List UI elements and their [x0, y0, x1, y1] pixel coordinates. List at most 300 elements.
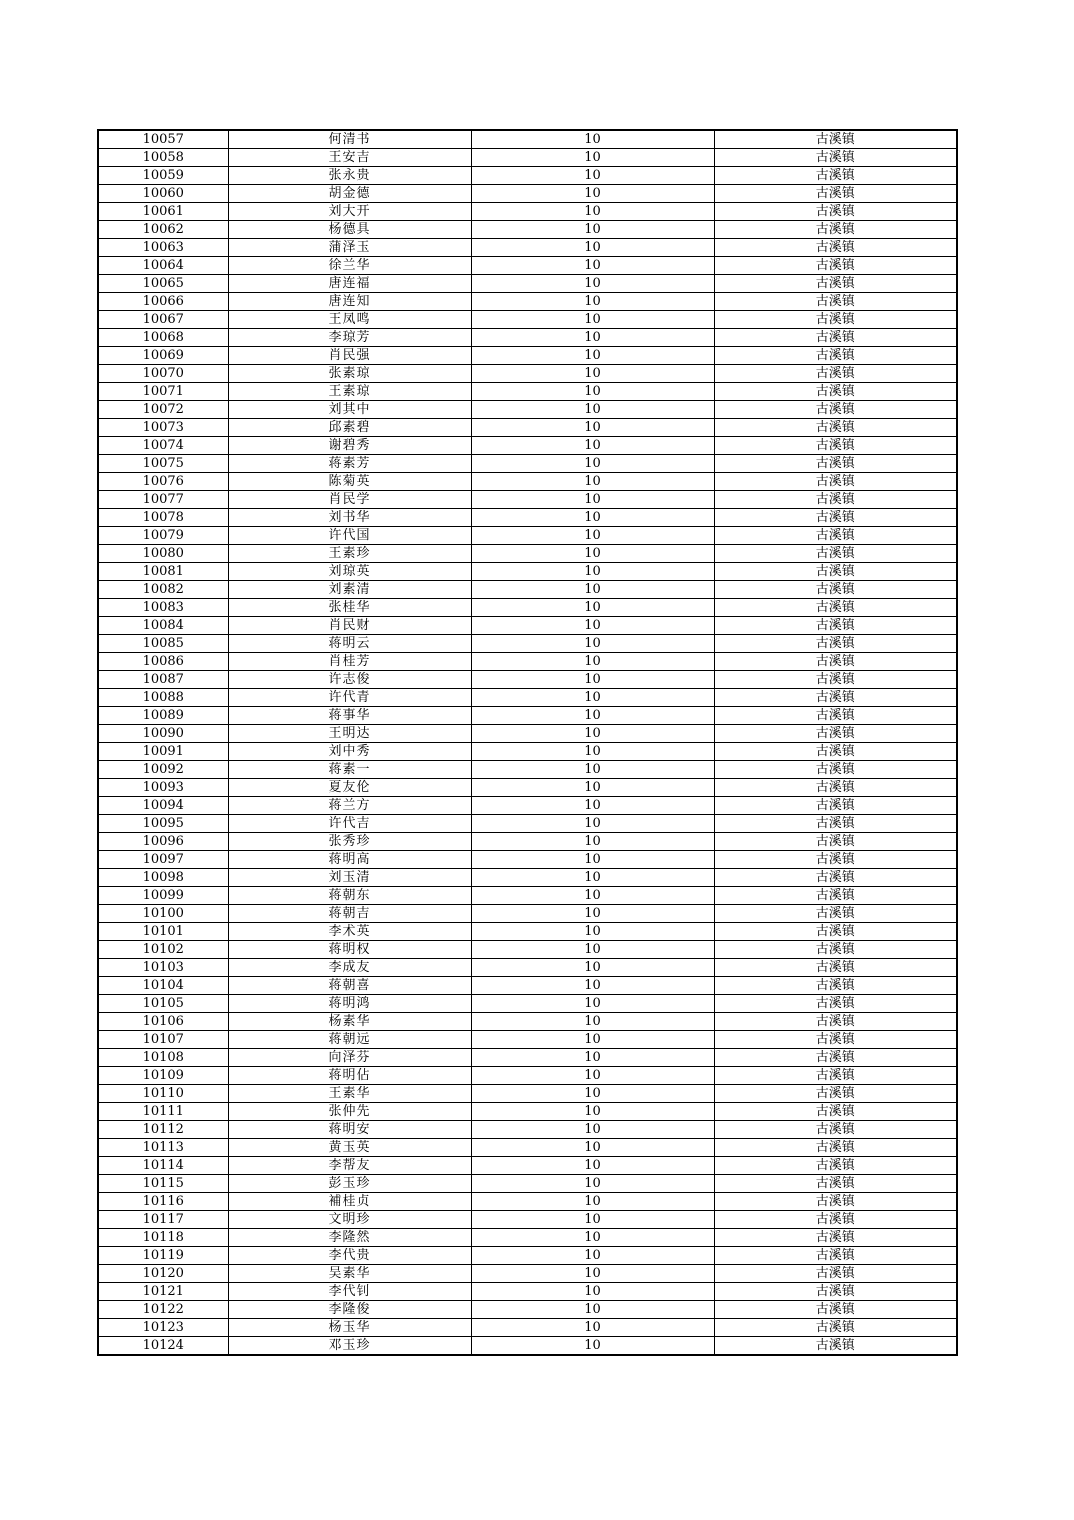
id-cell: 10122: [98, 1301, 228, 1319]
id-cell: 10088: [98, 689, 228, 707]
count-cell: 10: [471, 887, 714, 905]
id-cell: 10064: [98, 257, 228, 275]
name-cell: 张素琼: [228, 365, 471, 383]
table-row: [98, 1085, 957, 1103]
count-cell: 10: [471, 563, 714, 581]
town-cell: 古溪镇: [714, 401, 957, 419]
name-cell: 杨素华: [228, 1013, 471, 1031]
town-cell: 古溪镇: [714, 347, 957, 365]
table-row: [98, 851, 957, 869]
id-cell: 10073: [98, 419, 228, 437]
id-cell: 10079: [98, 527, 228, 545]
name-cell: 张仲先: [228, 1103, 471, 1121]
town-cell: 古溪镇: [714, 617, 957, 635]
name-cell: 刘其中: [228, 401, 471, 419]
count-cell: 10: [471, 635, 714, 653]
town-cell: 古溪镇: [714, 689, 957, 707]
count-cell: 10: [471, 275, 714, 293]
town-cell: 古溪镇: [714, 383, 957, 401]
town-cell: 古溪镇: [714, 1121, 957, 1139]
name-cell: 徐兰华: [228, 257, 471, 275]
table-row: [98, 1337, 957, 1356]
count-cell: 10: [471, 1049, 714, 1067]
table-row: [98, 311, 957, 329]
id-cell: 10083: [98, 599, 228, 617]
count-cell: 10: [471, 203, 714, 221]
id-cell: 10084: [98, 617, 228, 635]
town-cell: 古溪镇: [714, 419, 957, 437]
count-cell: 10: [471, 581, 714, 599]
town-cell: 古溪镇: [714, 743, 957, 761]
name-cell: 王安吉: [228, 149, 471, 167]
id-cell: 10063: [98, 239, 228, 257]
id-cell: 10059: [98, 167, 228, 185]
table-row: [98, 761, 957, 779]
town-cell: 古溪镇: [714, 707, 957, 725]
table-row: [98, 1301, 957, 1319]
town-cell: 古溪镇: [714, 1265, 957, 1283]
id-cell: 10102: [98, 941, 228, 959]
name-cell: 吴素华: [228, 1265, 471, 1283]
town-cell: 古溪镇: [714, 671, 957, 689]
town-cell: 古溪镇: [714, 851, 957, 869]
name-cell: 文明珍: [228, 1211, 471, 1229]
town-cell: 古溪镇: [714, 887, 957, 905]
count-cell: 10: [471, 130, 714, 149]
count-cell: 10: [471, 527, 714, 545]
town-cell: 古溪镇: [714, 167, 957, 185]
town-cell: 古溪镇: [714, 455, 957, 473]
town-cell: 古溪镇: [714, 437, 957, 455]
count-cell: 10: [471, 491, 714, 509]
id-cell: 10080: [98, 545, 228, 563]
town-cell: 古溪镇: [714, 1319, 957, 1337]
table-row: [98, 1031, 957, 1049]
name-cell: 刘大开: [228, 203, 471, 221]
count-cell: 10: [471, 455, 714, 473]
name-cell: 黄玉英: [228, 1139, 471, 1157]
table-row: [98, 167, 957, 185]
name-cell: 蒋朝喜: [228, 977, 471, 995]
count-cell: 10: [471, 1301, 714, 1319]
name-cell: 王素琼: [228, 383, 471, 401]
town-cell: 古溪镇: [714, 1157, 957, 1175]
name-cell: 李代贵: [228, 1247, 471, 1265]
id-cell: 10112: [98, 1121, 228, 1139]
count-cell: 10: [471, 257, 714, 275]
id-cell: 10109: [98, 1067, 228, 1085]
town-cell: 古溪镇: [714, 221, 957, 239]
name-cell: 许代青: [228, 689, 471, 707]
count-cell: 10: [471, 437, 714, 455]
name-cell: 李代钊: [228, 1283, 471, 1301]
id-cell: 10096: [98, 833, 228, 851]
table-row: [98, 797, 957, 815]
count-cell: 10: [471, 1013, 714, 1031]
town-cell: 古溪镇: [714, 509, 957, 527]
name-cell: 肖民强: [228, 347, 471, 365]
id-cell: 10124: [98, 1337, 228, 1356]
town-cell: 古溪镇: [714, 1139, 957, 1157]
table-row: [98, 923, 957, 941]
town-cell: 古溪镇: [714, 1193, 957, 1211]
town-cell: 古溪镇: [714, 815, 957, 833]
table-row: [98, 635, 957, 653]
table-row: [98, 419, 957, 437]
table-row: [98, 563, 957, 581]
table-row: [98, 527, 957, 545]
count-cell: 10: [471, 1283, 714, 1301]
town-cell: 古溪镇: [714, 1085, 957, 1103]
count-cell: 10: [471, 707, 714, 725]
name-cell: 蒋朝吉: [228, 905, 471, 923]
id-cell: 10117: [98, 1211, 228, 1229]
count-cell: 10: [471, 1139, 714, 1157]
count-cell: 10: [471, 977, 714, 995]
town-cell: 古溪镇: [714, 239, 957, 257]
town-cell: 古溪镇: [714, 563, 957, 581]
id-cell: 10100: [98, 905, 228, 923]
name-cell: 蒋兰方: [228, 797, 471, 815]
name-cell: 蒋明鸿: [228, 995, 471, 1013]
count-cell: 10: [471, 293, 714, 311]
name-cell: 彭玉珍: [228, 1175, 471, 1193]
table-row: [98, 779, 957, 797]
count-cell: 10: [471, 1319, 714, 1337]
table-row: [98, 1139, 957, 1157]
count-cell: 10: [471, 1175, 714, 1193]
id-cell: 10123: [98, 1319, 228, 1337]
name-cell: 蒲泽玉: [228, 239, 471, 257]
table-row: [98, 941, 957, 959]
id-cell: 10101: [98, 923, 228, 941]
town-cell: 古溪镇: [714, 1337, 957, 1356]
table-row: [98, 491, 957, 509]
table-row: [98, 905, 957, 923]
table-row: [98, 275, 957, 293]
id-cell: 10075: [98, 455, 228, 473]
town-cell: 古溪镇: [714, 1103, 957, 1121]
table-row: [98, 689, 957, 707]
id-cell: 10072: [98, 401, 228, 419]
town-cell: 古溪镇: [714, 1049, 957, 1067]
id-cell: 10081: [98, 563, 228, 581]
name-cell: 刘书华: [228, 509, 471, 527]
count-cell: 10: [471, 1211, 714, 1229]
id-cell: 10086: [98, 653, 228, 671]
count-cell: 10: [471, 869, 714, 887]
name-cell: 肖民财: [228, 617, 471, 635]
count-cell: 10: [471, 743, 714, 761]
town-cell: 古溪镇: [714, 311, 957, 329]
id-cell: 10070: [98, 365, 228, 383]
table-row: [98, 833, 957, 851]
name-cell: 许代国: [228, 527, 471, 545]
table-row: [98, 1067, 957, 1085]
count-cell: 10: [471, 653, 714, 671]
name-cell: 王明达: [228, 725, 471, 743]
name-cell: 李隆俊: [228, 1301, 471, 1319]
town-cell: 古溪镇: [714, 1301, 957, 1319]
count-cell: 10: [471, 347, 714, 365]
count-cell: 10: [471, 833, 714, 851]
id-cell: 10076: [98, 473, 228, 491]
id-cell: 10062: [98, 221, 228, 239]
count-cell: 10: [471, 851, 714, 869]
count-cell: 10: [471, 149, 714, 167]
count-cell: 10: [471, 1265, 714, 1283]
count-cell: 10: [471, 617, 714, 635]
name-cell: 蒋明佔: [228, 1067, 471, 1085]
town-cell: 古溪镇: [714, 203, 957, 221]
name-cell: 刘琼英: [228, 563, 471, 581]
name-cell: 蒋朝远: [228, 1031, 471, 1049]
table-row: [98, 1193, 957, 1211]
table-row: [98, 257, 957, 275]
count-cell: 10: [471, 941, 714, 959]
id-cell: 10089: [98, 707, 228, 725]
count-cell: 10: [471, 1085, 714, 1103]
count-cell: 10: [471, 995, 714, 1013]
count-cell: 10: [471, 905, 714, 923]
town-cell: 古溪镇: [714, 581, 957, 599]
name-cell: 陈菊英: [228, 473, 471, 491]
name-cell: 谢碧秀: [228, 437, 471, 455]
count-cell: 10: [471, 761, 714, 779]
count-cell: 10: [471, 959, 714, 977]
table-row: [98, 1211, 957, 1229]
town-cell: 古溪镇: [714, 995, 957, 1013]
town-cell: 古溪镇: [714, 941, 957, 959]
town-cell: 古溪镇: [714, 185, 957, 203]
id-cell: 10069: [98, 347, 228, 365]
name-cell: 杨德具: [228, 221, 471, 239]
town-cell: 古溪镇: [714, 1229, 957, 1247]
town-cell: 古溪镇: [714, 1247, 957, 1265]
id-cell: 10105: [98, 995, 228, 1013]
id-cell: 10090: [98, 725, 228, 743]
count-cell: 10: [471, 509, 714, 527]
count-cell: 10: [471, 671, 714, 689]
id-cell: 10066: [98, 293, 228, 311]
id-cell: 10121: [98, 1283, 228, 1301]
count-cell: 10: [471, 1103, 714, 1121]
table-row: [98, 239, 957, 257]
town-cell: 古溪镇: [714, 275, 957, 293]
count-cell: 10: [471, 779, 714, 797]
count-cell: 10: [471, 923, 714, 941]
town-cell: 古溪镇: [714, 545, 957, 563]
id-cell: 10106: [98, 1013, 228, 1031]
id-cell: 10092: [98, 761, 228, 779]
count-cell: 10: [471, 1031, 714, 1049]
count-cell: 10: [471, 401, 714, 419]
town-cell: 古溪镇: [714, 599, 957, 617]
count-cell: 10: [471, 1121, 714, 1139]
town-cell: 古溪镇: [714, 293, 957, 311]
name-cell: 邓玉珍: [228, 1337, 471, 1356]
name-cell: 王凤鸣: [228, 311, 471, 329]
id-cell: 10057: [98, 130, 228, 149]
table-row: [98, 1013, 957, 1031]
count-cell: 10: [471, 797, 714, 815]
id-cell: 10119: [98, 1247, 228, 1265]
count-cell: 10: [471, 1229, 714, 1247]
town-cell: 古溪镇: [714, 869, 957, 887]
id-cell: 10074: [98, 437, 228, 455]
table-row: [98, 401, 957, 419]
table-row: [98, 1175, 957, 1193]
table-row: [98, 1103, 957, 1121]
id-cell: 10095: [98, 815, 228, 833]
count-cell: 10: [471, 1067, 714, 1085]
name-cell: 胡金德: [228, 185, 471, 203]
count-cell: 10: [471, 1193, 714, 1211]
name-cell: 蒋事华: [228, 707, 471, 725]
table-row: [98, 203, 957, 221]
count-cell: 10: [471, 167, 714, 185]
id-cell: 10058: [98, 149, 228, 167]
table-row: [98, 1157, 957, 1175]
name-cell: 张秀珍: [228, 833, 471, 851]
town-cell: 古溪镇: [714, 473, 957, 491]
table-row: [98, 545, 957, 563]
count-cell: 10: [471, 239, 714, 257]
name-cell: 李成友: [228, 959, 471, 977]
table-row: [98, 347, 957, 365]
id-cell: 10087: [98, 671, 228, 689]
id-cell: 10103: [98, 959, 228, 977]
town-cell: 古溪镇: [714, 977, 957, 995]
name-cell: 王素华: [228, 1085, 471, 1103]
town-cell: 古溪镇: [714, 329, 957, 347]
town-cell: 古溪镇: [714, 635, 957, 653]
town-cell: 古溪镇: [714, 1067, 957, 1085]
count-cell: 10: [471, 365, 714, 383]
name-cell: 张桂华: [228, 599, 471, 617]
count-cell: 10: [471, 1157, 714, 1175]
id-cell: 10108: [98, 1049, 228, 1067]
name-cell: 刘素清: [228, 581, 471, 599]
name-cell: 刘中秀: [228, 743, 471, 761]
table-row: [98, 581, 957, 599]
table-row: [98, 149, 957, 167]
town-cell: 古溪镇: [714, 130, 957, 149]
id-cell: 10060: [98, 185, 228, 203]
count-cell: 10: [471, 383, 714, 401]
name-cell: 王素珍: [228, 545, 471, 563]
name-cell: 邱素碧: [228, 419, 471, 437]
count-cell: 10: [471, 419, 714, 437]
id-cell: 10082: [98, 581, 228, 599]
table-row: [98, 1229, 957, 1247]
town-cell: 古溪镇: [714, 491, 957, 509]
count-cell: 10: [471, 329, 714, 347]
town-cell: 古溪镇: [714, 365, 957, 383]
name-cell: 许志俊: [228, 671, 471, 689]
count-cell: 10: [471, 725, 714, 743]
town-cell: 古溪镇: [714, 905, 957, 923]
table-row: [98, 599, 957, 617]
id-cell: 10118: [98, 1229, 228, 1247]
table-row: [98, 473, 957, 491]
id-cell: 10067: [98, 311, 228, 329]
count-cell: 10: [471, 473, 714, 491]
table-body: [98, 130, 957, 1355]
table-row: [98, 509, 957, 527]
table-row: [98, 130, 957, 149]
town-cell: 古溪镇: [714, 257, 957, 275]
name-cell: 刘玉清: [228, 869, 471, 887]
table-row: [98, 815, 957, 833]
id-cell: 10110: [98, 1085, 228, 1103]
name-cell: 蒋明高: [228, 851, 471, 869]
town-cell: 古溪镇: [714, 1031, 957, 1049]
table-row: [98, 1265, 957, 1283]
table-row: [98, 887, 957, 905]
name-cell: 唐连福: [228, 275, 471, 293]
town-cell: 古溪镇: [714, 833, 957, 851]
id-cell: 10085: [98, 635, 228, 653]
id-cell: 10111: [98, 1103, 228, 1121]
name-cell: 向泽芬: [228, 1049, 471, 1067]
id-cell: 10114: [98, 1157, 228, 1175]
name-cell: 蒋明权: [228, 941, 471, 959]
name-cell: 许代吉: [228, 815, 471, 833]
name-cell: 李隆然: [228, 1229, 471, 1247]
name-cell: 李琼芳: [228, 329, 471, 347]
name-cell: 肖民学: [228, 491, 471, 509]
table-row: [98, 725, 957, 743]
table-row: [98, 959, 957, 977]
name-cell: 何清书: [228, 130, 471, 149]
id-cell: 10077: [98, 491, 228, 509]
name-cell: 蒋朝东: [228, 887, 471, 905]
count-cell: 10: [471, 599, 714, 617]
id-cell: 10078: [98, 509, 228, 527]
name-cell: 蒋明安: [228, 1121, 471, 1139]
name-cell: 蒋素芳: [228, 455, 471, 473]
table-row: [98, 653, 957, 671]
table-row: [98, 185, 957, 203]
town-cell: 古溪镇: [714, 1283, 957, 1301]
table-row: [98, 707, 957, 725]
town-cell: 古溪镇: [714, 959, 957, 977]
id-cell: 10068: [98, 329, 228, 347]
id-cell: 10116: [98, 1193, 228, 1211]
table-row: [98, 1319, 957, 1337]
count-cell: 10: [471, 1247, 714, 1265]
id-cell: 10093: [98, 779, 228, 797]
id-cell: 10094: [98, 797, 228, 815]
name-cell: 蒋明云: [228, 635, 471, 653]
table-row: [98, 293, 957, 311]
id-cell: 10099: [98, 887, 228, 905]
table-row: [98, 617, 957, 635]
count-cell: 10: [471, 311, 714, 329]
id-cell: 10071: [98, 383, 228, 401]
town-cell: 古溪镇: [714, 725, 957, 743]
town-cell: 古溪镇: [714, 923, 957, 941]
count-cell: 10: [471, 545, 714, 563]
table-row: [98, 869, 957, 887]
id-cell: 10061: [98, 203, 228, 221]
name-cell: 夏友伦: [228, 779, 471, 797]
name-cell: 蒋素一: [228, 761, 471, 779]
town-cell: 古溪镇: [714, 797, 957, 815]
name-cell: 李帮友: [228, 1157, 471, 1175]
id-cell: 10091: [98, 743, 228, 761]
